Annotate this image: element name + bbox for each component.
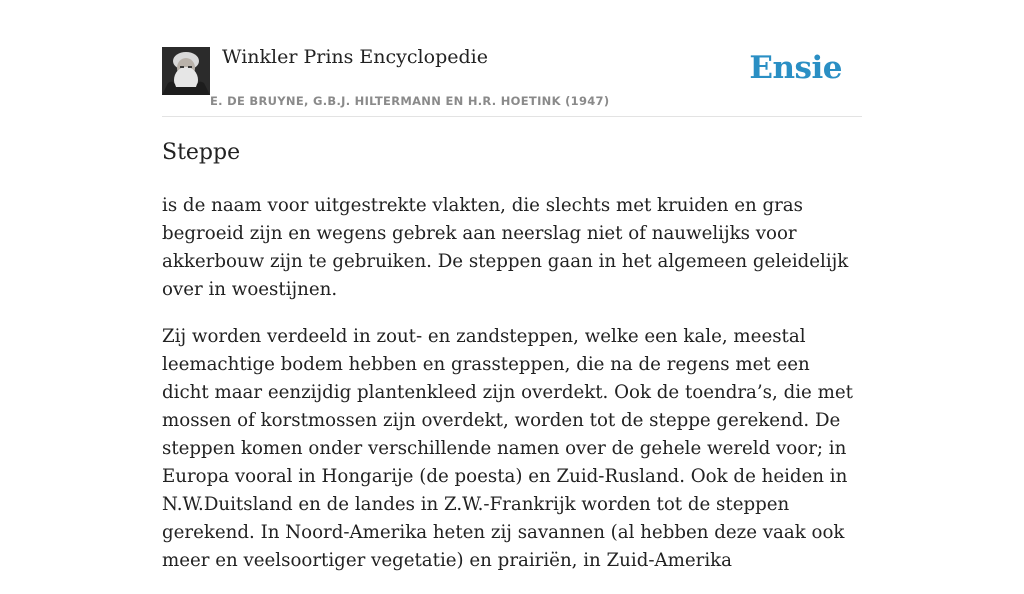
authors-line: E. DE BRUYNE, G.B.J. HILTERMANN EN H.R. HOETINK (1947): [210, 94, 610, 108]
encyclopedia-title[interactable]: Winkler Prins Encyclopedie: [222, 46, 488, 68]
article-title: Steppe: [162, 140, 241, 165]
author-portrait-icon: [162, 47, 210, 95]
article-paragraph: is de naam voor uitgestrekte vlakten, die slechts met kruiden en gras begroeid zijn en wegens gebrek aan neerslag niet of nauwelijks voor akkerbouw zijn te gebruiken. De steppen gaan in het algemeen geleidelijk over in woestijnen.: [162, 195, 849, 300]
author-avatar: [162, 47, 210, 95]
ensie-logo-link[interactable]: Ensie: [749, 50, 842, 86]
article-paragraph: Zij worden verdeeld in zout- en zandsteppen, welke een kale, meestal leemachtige bodem hebben en grassteppen, die na de regens met een dicht maar eenzijdig plantenkleed zijn overdekt. Ook de toendra’s, die met mossen of korstmossen zijn overdekt, worden tot de steppe gerekend. De steppen komen onder verschillende namen over de gehele wereld voor; in Europa vooral in Hongarije (de poesta) en Zuid-Rusland. Ook de heiden in N.W.Duitsland en de landes in Z.W.-Frankrijk worden tot de steppen gerekend. In Noord-Amerika heten zij savannen (al hebben deze vaak ook meer en veelsoortiger vegetatie) en prairiën, in Zuid-Amerika: [162, 326, 853, 571]
article-body: [162, 192, 862, 594]
header: [162, 40, 862, 117]
